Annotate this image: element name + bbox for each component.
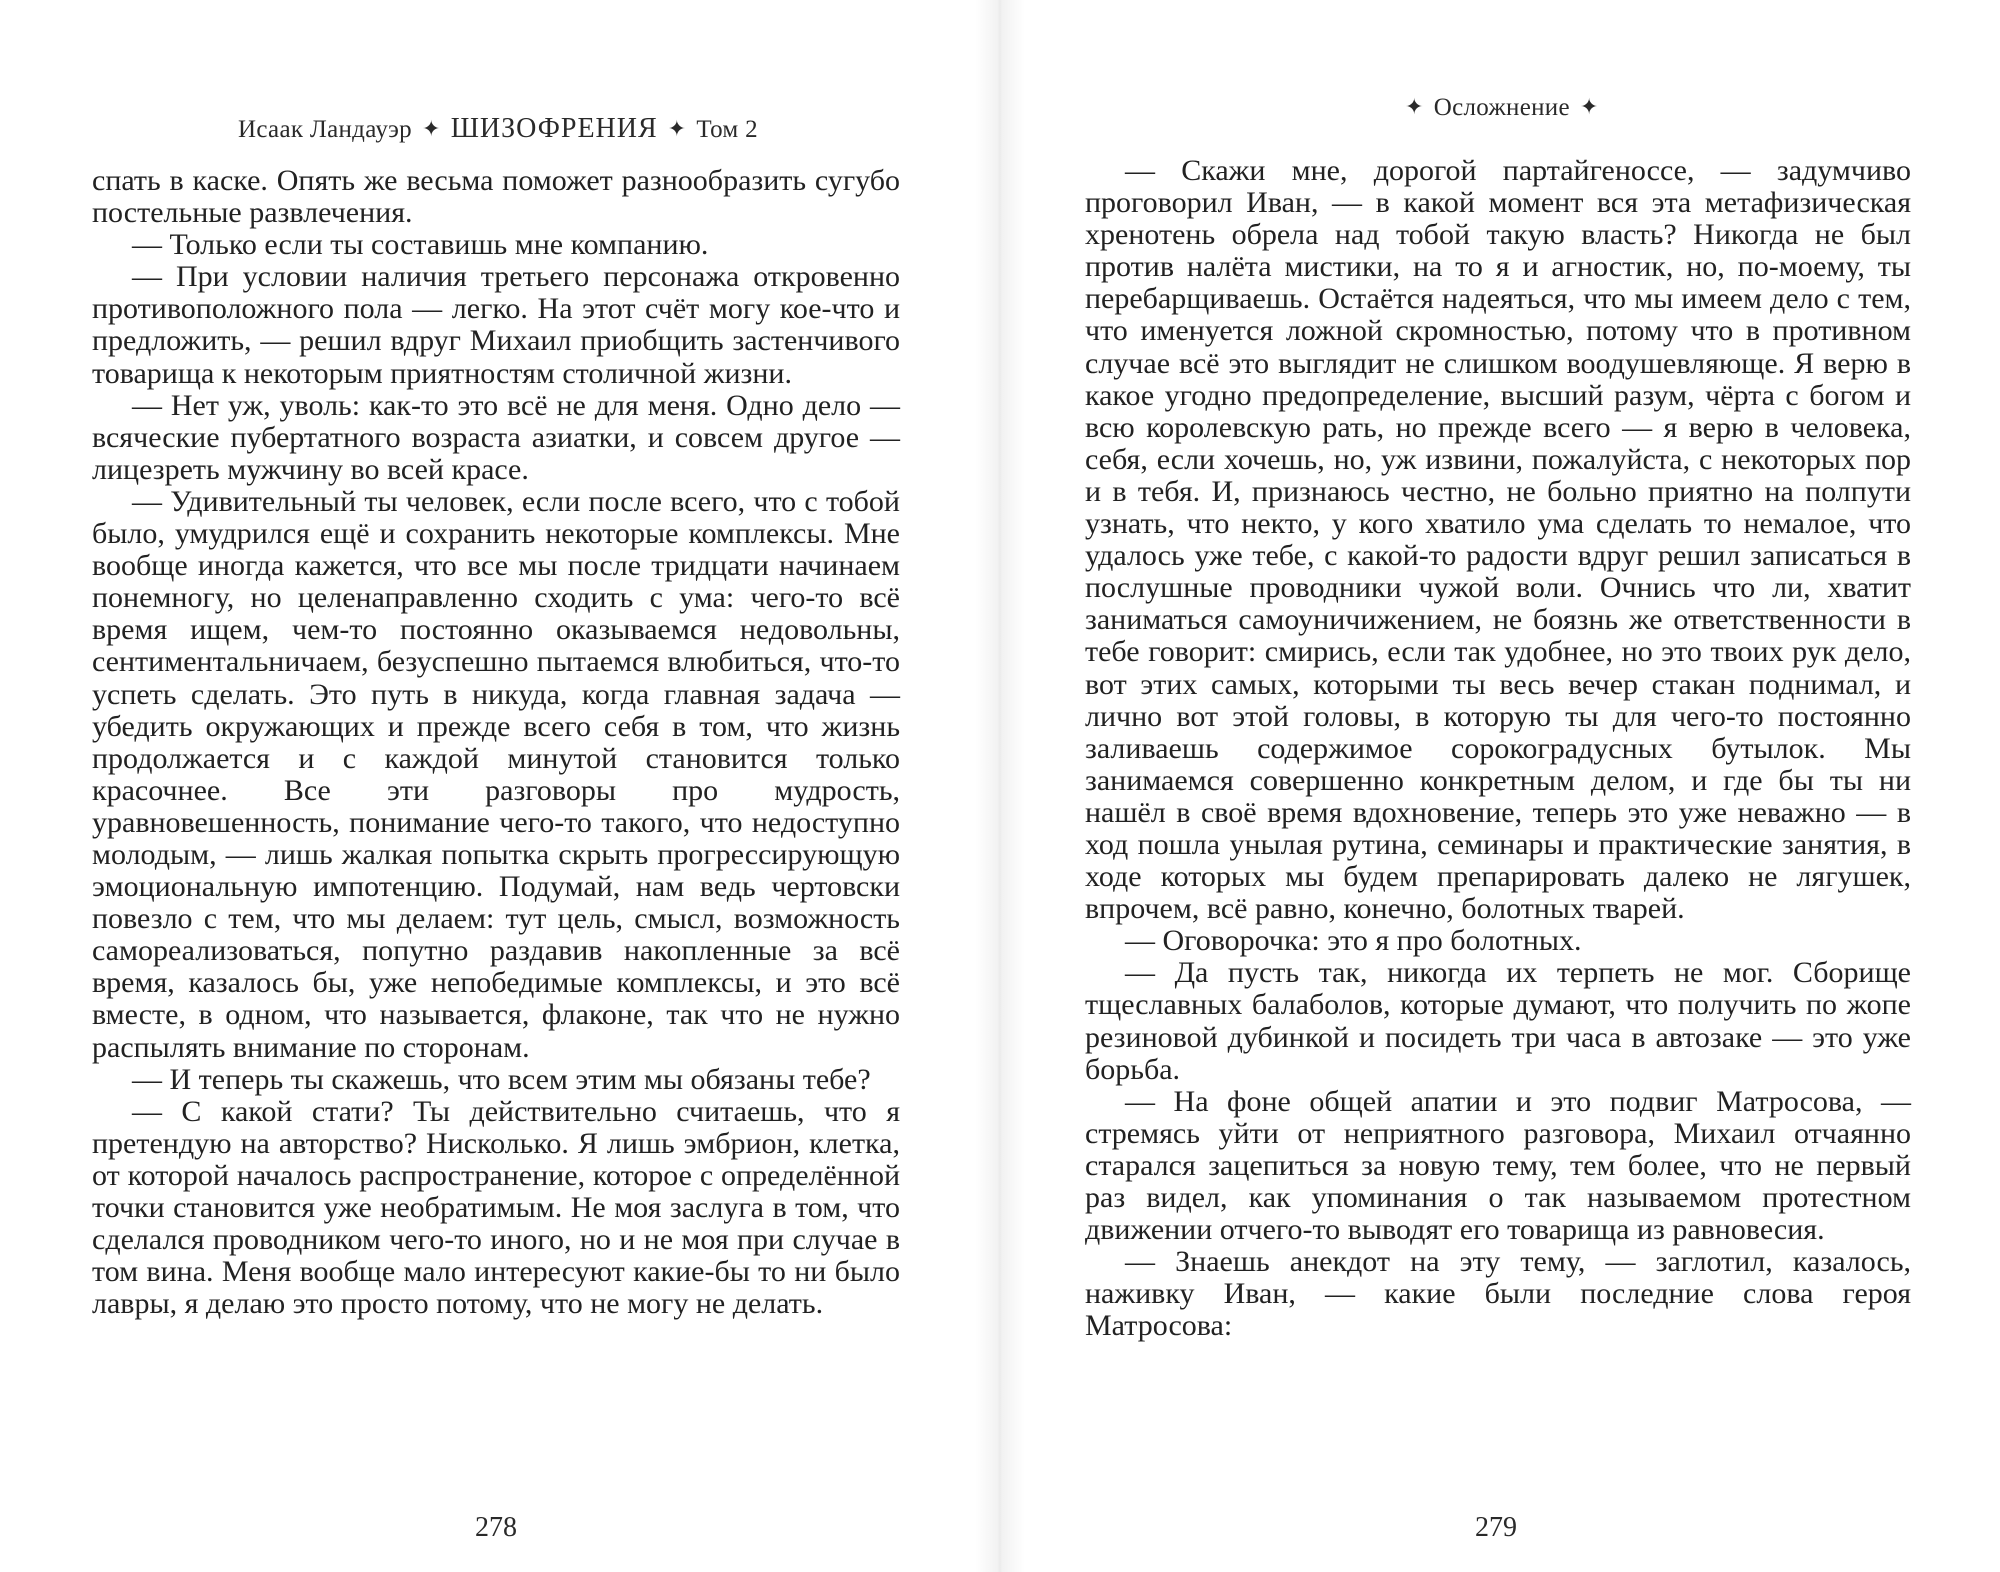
paragraph: — Да пусть так, никогда их терпеть не мог. Сборище тщеславных балаболов, которые думают, что получить по жопе резиновой дубинкой и посидеть три часа в автозаке — это уже борьба. (1085, 956, 1911, 1086)
page-number: 279 (1475, 1512, 1517, 1543)
paragraph: — Нет уж, уволь: как-то это всё не для меня. Одно дело — всяческие пубертатного возраста азиатки, и совсем другое — лицезреть мужчину во всей красе. (92, 388, 900, 486)
running-head-volume: Том 2 (696, 116, 758, 143)
running-head-author: Исаак Ландауэр (238, 116, 412, 143)
paragraph: — И теперь ты скажешь, что всем этим мы обязаны тебе? (132, 1062, 871, 1096)
right-page (1000, 0, 2000, 1572)
paragraph: — Скажи мне, дорогой партайгеноссе, — задумчиво проговорил Иван, — в какой момент вся эта метафизическая хренотень обрела над тобой такую власть? Никогда не был против налёта мистики, на то я и агностик, но, по-моему, ты перебарщиваешь. Остаётся надеяться, что мы имеем дело с тем, что именуется ложной скромностью, потому что в противном случае всё это выглядит не слишком воодушевляюще. Я верю в какое угодно предопределение, высший разум, чёрта с богом и всю королевскую рать, но прежде всего — я верю в человека, себя, если хочешь, но, уж извини, пожалуйста, с некоторых пор и в тебя. И, признаюсь честно, не больно приятно на полпути узнать, что некто, у кого хватило ума сделать то немалое, что удалось уже тебе, с какой-то радости вдруг решил записаться в послушные проводники чужой воли. Очнись что ли, хватит заниматься самоуничижением, не боязнь же ответственности в тебе говорит: смирись, если так удобнее, но это твоих рук дело, вот этих самых, которыми ты весь вечер стакан поднимал, и лично вот этой головы, в которую ты для чего-то постоянно заливаешь содержимое сорокоградусных бутылок. Мы занимаемся совершенно конкретным делом, и где бы ты ни нашёл в своё время вдохновение, теперь это уже неважно — в ход пошла унылая рутина, семинары и практические занятия, в ходе которых мы будем препарировать далеко не лягушек, впрочем, всё равно, конечно, болотных тварей. (1085, 154, 1911, 926)
right-running-head (1395, 94, 1609, 122)
running-head-title: ШИЗОФРЕНИЯ (450, 113, 658, 144)
paragraph: спать в каске. Опять же весьма поможет разнообразить сугубо постельные развлечения. (92, 164, 900, 230)
ornament-icon: ✦ (421, 116, 441, 141)
paragraph: — Только если ты составишь мне компанию. (132, 228, 709, 262)
paragraph: — На фоне общей апатии и это подвиг Матросова, — стремясь уйти от неприятного разговора, Михаил отчаянно старался зацепиться за новую тему, тем более, что не первый раз видел, как упоминания о так называемом протестном движении отчего-то выводят его товарища из равновесия. (1085, 1084, 1911, 1247)
right-page-body (1085, 155, 1911, 1342)
paragraph: — Удивительный ты человек, если после всего, что с тобой было, умудрился ещё и сохранить некоторые комплексы. Мне вообще иногда кажется, что все мы после тридцати начинаем понемногу, но целенаправленно сходить с ума: чего-то всё время ищем, чем-то постоянно оказываемся недовольны, сентиментальничаем, безуспешно пытаемся влюбиться, что-то успеть сделать. Это путь в никуда, когда главная задача — убедить окружающих и прежде всего себя в том, что жизнь продолжается и с каждой минутой становится только красочнее. Все эти разговоры про мудрость, уравновешенность, понимание чего-то такого, что недоступно молодым, — лишь жалкая попытка скрыть прогрессирующую эмоциональную импотенцию. Подумай, нам ведь чертовски повезло с тем, что мы делаем: тут цель, смысл, возможность самореализоваться, попутно раздавив накопленные за всё время, казалось бы, уже непобедимые комплексы, и это всё вместе, в одном, что называется, флаконе, так что не нужно распылять внимание по сторонам. (92, 484, 900, 1064)
page-number: 278 (475, 1512, 517, 1543)
ornament-icon: ✦ (1579, 94, 1599, 119)
paragraph: — Знаешь анекдот на эту тему, — заглотил, казалось, наживку Иван, — какие были последние слова героя Матросова: (1085, 1245, 1911, 1343)
left-page-body (92, 165, 900, 1320)
ornament-icon: ✦ (1405, 94, 1424, 119)
paragraph: — Оговорочка: это я про болотных. (1125, 924, 1582, 958)
left-running-head (238, 113, 758, 145)
running-head-chapter: Осложнение (1433, 94, 1570, 121)
paragraph: — С какой стати? Ты действительно считаешь, что я претендую на авторство? Нисколько. Я лишь эмбрион, клетка, от которой началось распространение, которое с определённой точки становится уже необратимым. Не моя заслуга в том, что сделался проводником чего-то иного, но и не моя при случае в том вина. Меня вообще мало интересуют какие-бы то ни было лавры, я делаю это просто потому, что не могу не делать. (92, 1094, 900, 1321)
paragraph: — При условии наличия третьего персонажа откровенно противоположного пола — легко. На этот счёт могу кое-что и предложить, — решил вдруг Михаил приобщить застенчивого товарища к некоторым приятностям столичной жизни. (92, 260, 900, 390)
ornament-icon: ✦ (667, 116, 687, 141)
